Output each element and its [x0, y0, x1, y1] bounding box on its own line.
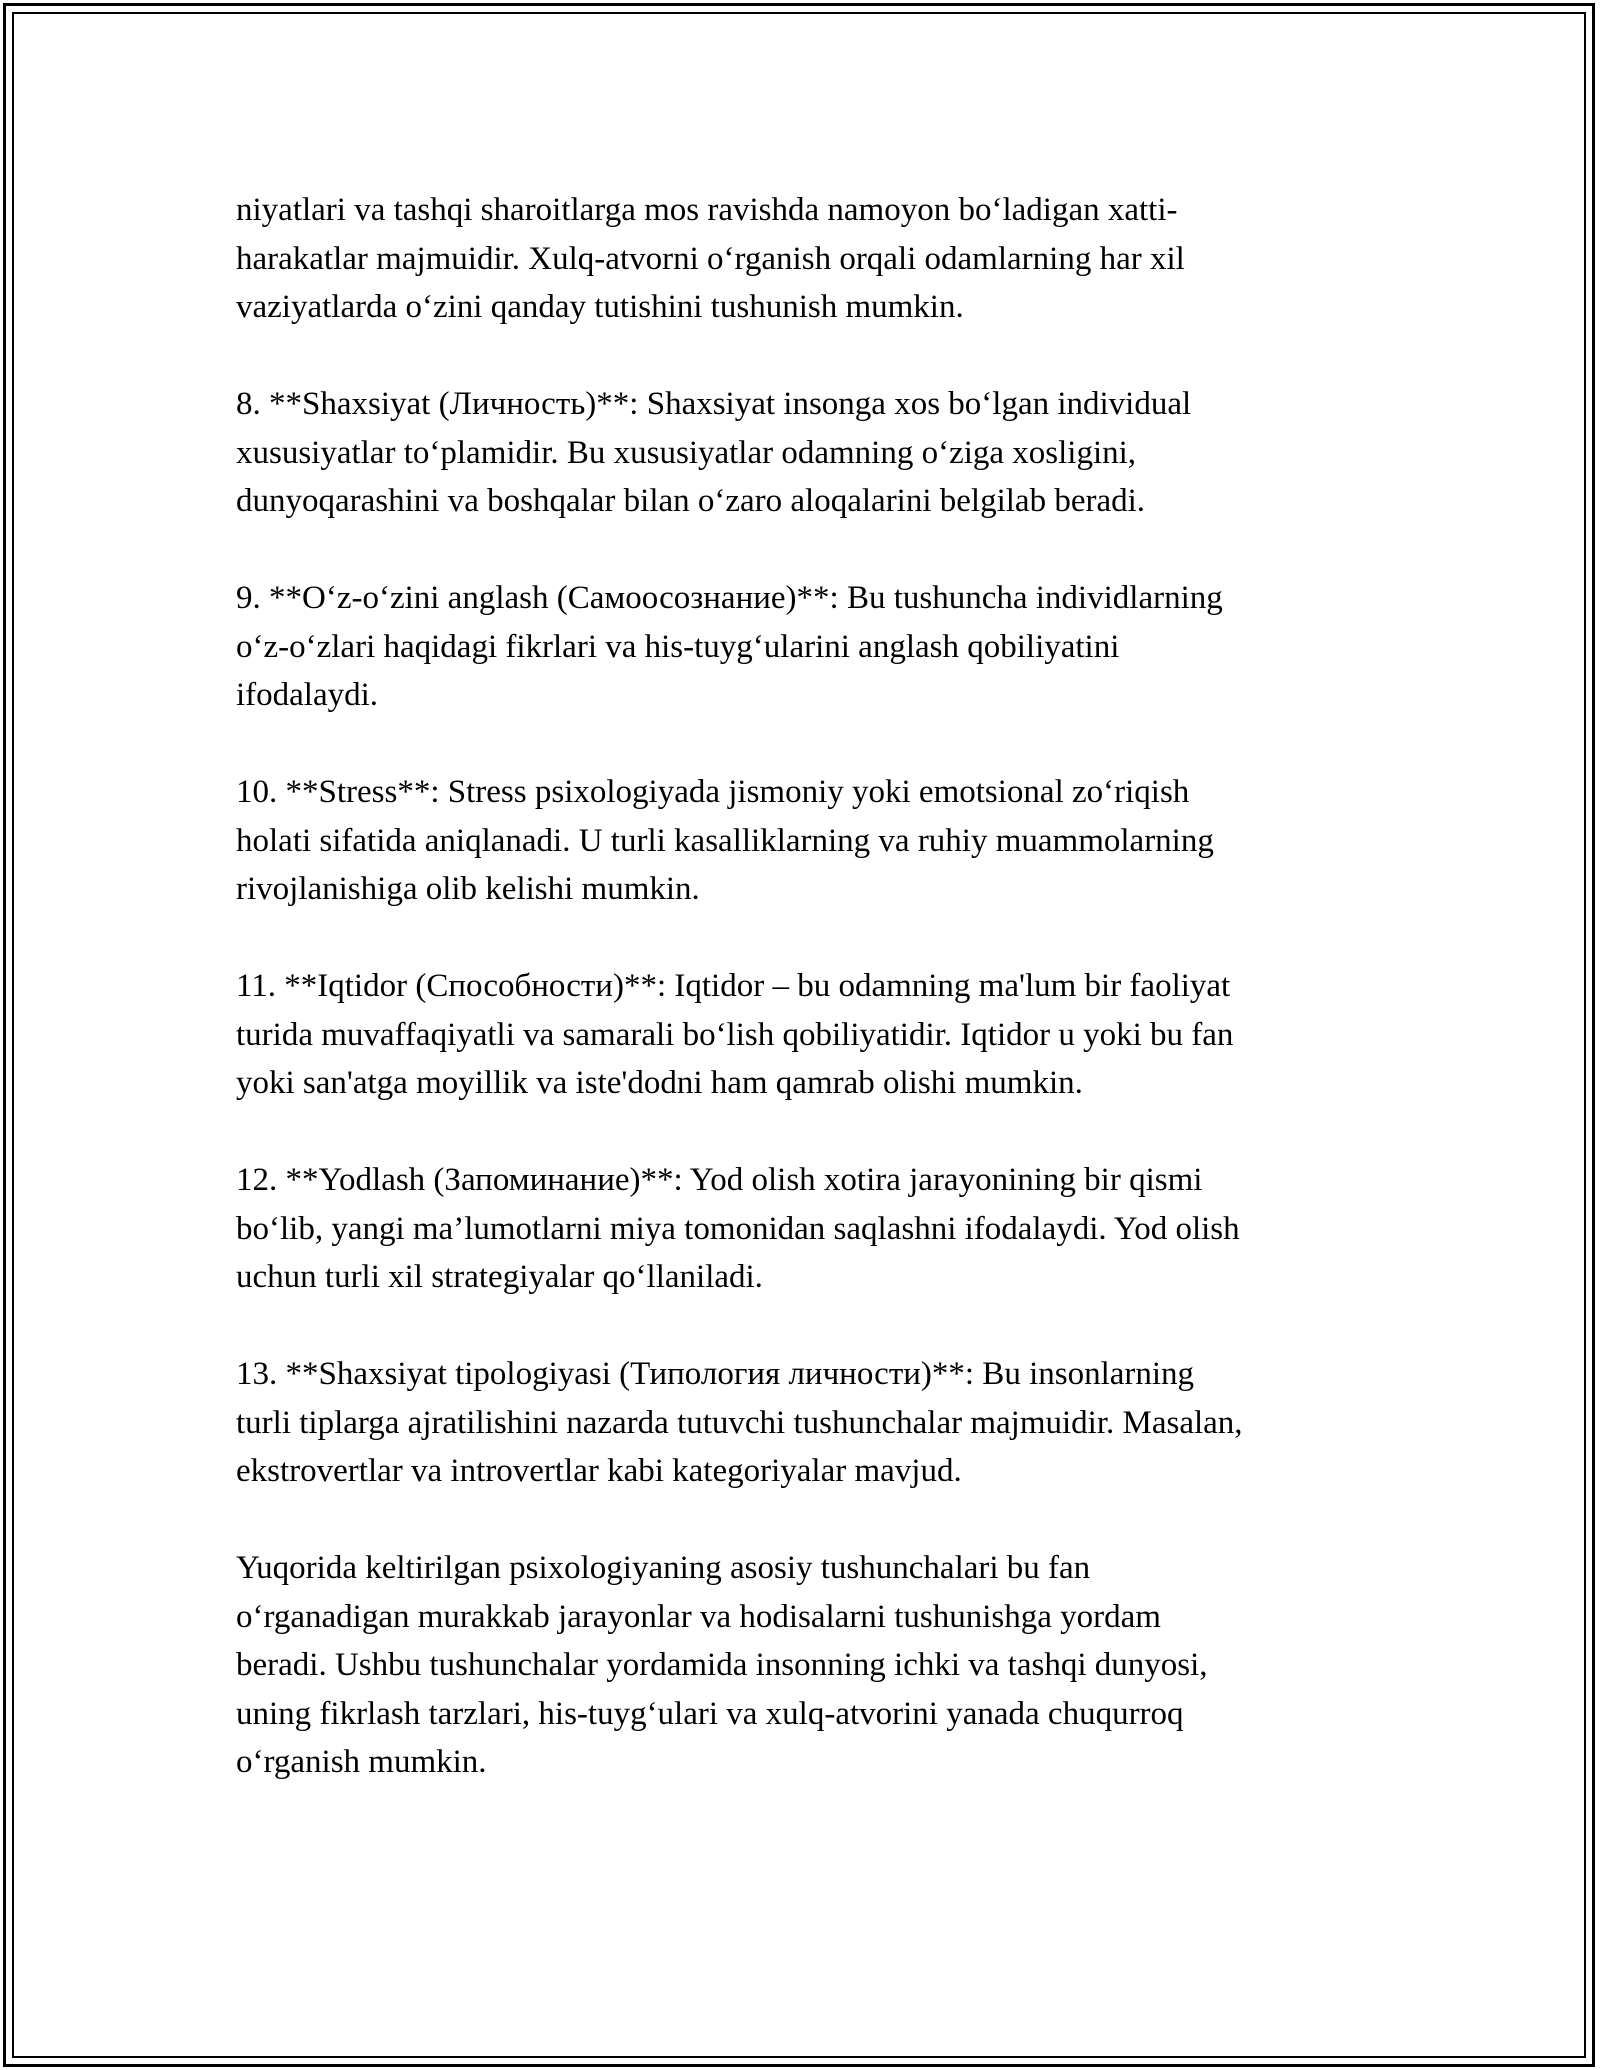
paragraph-abilities: 11. **Iqtidor (Способности)**: Iqtidor – bu odamning ma'lum bir faoliyat turida muvaffaqiyatli va samarali bo‘lish qobiliyatidir. Iqtidor u yoki bu fan yoki san'atga moyillik va iste'dodni ham qamrab olishi mumkin.: [236, 968, 1234, 1101]
document-body: [236, 186, 1366, 1787]
paragraph-stress: 10. **Stress**: Stress psixologiyada jismoniy yoki emotsional zo‘riqish holati sifatida aniqlanadi. U turli kasalliklarning va ruhiy muammolarning rivojlanishiga olib kelishi mumkin.: [236, 774, 1214, 907]
paragraph-memorization: 12. **Yodlash (Запоминание)**: Yod olish xotira jarayonining bir qismi bo‘lib, yangi ma’lumotlarni miya tomonidan saqlashni ifodalaydi. Yod olish uchun turli xil strategiyalar qo‘llaniladi.: [236, 1162, 1240, 1295]
paragraph-self-awareness: 9. **O‘z-o‘zini anglash (Самоосознание)**: Bu tushuncha individlarning o‘z-o‘zlari haqidagi fikrlari va his-tuyg‘ularini anglash qobiliyatini ifodalaydi.: [236, 580, 1223, 713]
paragraph-personality-typology: 13. **Shaxsiyat tipologiyasi (Типология личности)**: Bu insonlarning turli tiplarga ajratilishini nazarda tutuvchi tushunchalar majmuidir. Masalan, ekstrovertlar va introvertlar kabi kategoriyalar mavjud.: [236, 1356, 1243, 1489]
paragraph-behavior-continuation: niyatlari va tashqi sharoitlarga mos ravishda namoyon bo‘ladigan xatti- harakatlar majmuidir. Xulq-atvorni o‘rganish orqali odamlarning har xil vaziyatlarda o‘zini qanday tutishini tushunish mumkin.: [236, 192, 1185, 325]
paragraph-personality: 8. **Shaxsiyat (Личность)**: Shaxsiyat insonga xos bo‘lgan individual xususiyatlar to‘plamidir. Bu xususiyatlar odamning o‘ziga xosligini, dunyoqarashini va boshqalar bilan o‘zaro aloqalarini belgilab beradi.: [236, 386, 1192, 519]
paragraph-conclusion: Yuqorida keltirilgan psixologiyaning asosiy tushunchalari bu fan o‘rganadigan murakkab jarayonlar va hodisalarni tushunishga yordam beradi. Ushbu tushunchalar yordamida insonning ichki va tashqi dunyosi, uning fikrlash tarzlari, his-tuyg‘ulari va xulq-atvorini yanada chuqurroq o‘rganish mumkin.: [236, 1550, 1208, 1780]
